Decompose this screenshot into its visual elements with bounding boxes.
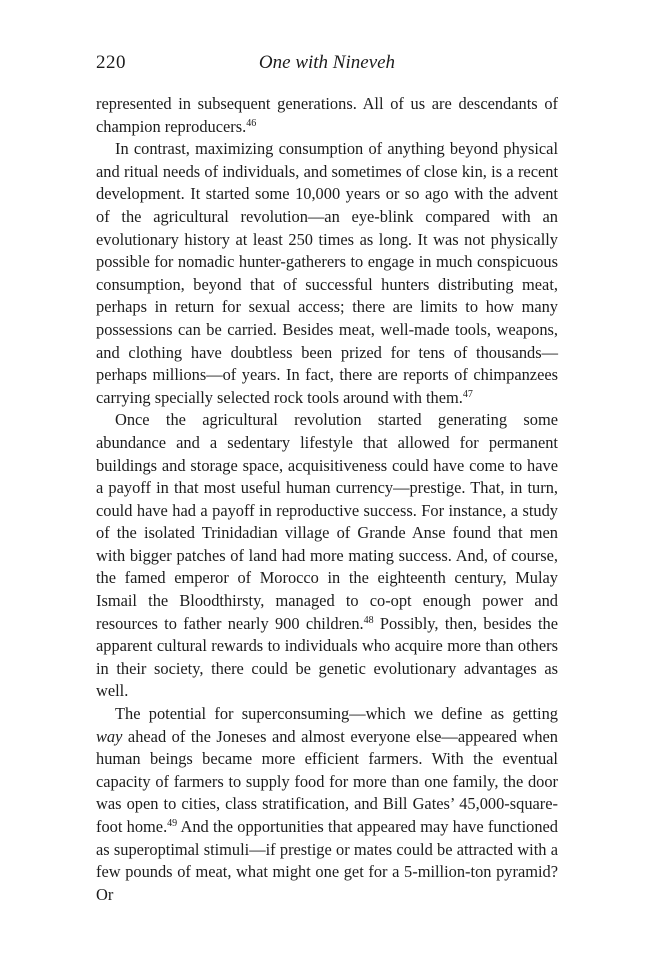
paragraph-text: represented in subsequent generations. All of us are descendants of champion reproducers. bbox=[96, 94, 558, 136]
paragraph-text: The potential for superconsuming—which we define as getting bbox=[115, 704, 558, 724]
running-title: One with Nineveh bbox=[258, 52, 396, 73]
footnote-ref-49: 49 bbox=[167, 818, 178, 829]
page-number: 220 bbox=[96, 52, 126, 73]
paragraph-3 bbox=[96, 409, 558, 703]
paragraph-2 bbox=[96, 138, 558, 409]
paragraph-text-cont: Possibly, then, besides the apparent cultural rewards to individuals who acquire more than others in their society, there could be genetic evolutionary advantages as well. bbox=[96, 613, 558, 701]
paragraph-text-end: And the opportunities that appeared may have functioned as superoptimal stimuli—if prestige or mates could be attracted with a few pounds of meat, what might one get for a 5-million-ton pyramid? Or bbox=[96, 817, 558, 904]
footnote-ref-46: 46 bbox=[246, 117, 257, 129]
paragraph-1 bbox=[96, 93, 558, 138]
paragraph-text: Once the agricultural revolution started generating some abundance and a sedentary lifestyle that allowed for permanent buildings and storage space, acquisitiveness could have come to have a payoff in that most useful human currency—prestige. That, in turn, could have had a payoff in reproductive success. For instance, a study of the isolated Trinidadian village of Grande Anse found that men with bigger patches of land had more mating success. And, of course, the famed emperor of Morocco in the eighteenth century, Mulay Ismail the Bloodthirsty, managed to co-opt enough power and resources to father nearly 900 children. bbox=[96, 410, 558, 633]
paragraph-text-cont: ahead of the Joneses and almost everyone else—appeared when human beings became more efficient farmers. With the eventual capacity of farmers to supply food for more than one family, the door was open to cities, class stratification, and Bill Gates’ 45,000-square-foot home. bbox=[96, 726, 558, 836]
footnote-ref-48: 48 bbox=[363, 614, 374, 626]
paragraph-4 bbox=[96, 703, 558, 906]
body-text bbox=[96, 93, 558, 906]
emphasis-word: way bbox=[96, 726, 123, 746]
paragraph-text: In contrast, maximizing consumption of anything beyond physical and ritual needs of individuals, and sometimes of close kin, is a recent development. It started some 10,000 years or so ago with the advent of the agricultural revolution—an eye-blink compared with an evolutionary history at least 250 times as long. It was not physically possible for nomadic hunter-gatherers to engage in much conspicuous consumption, beyond that of successful hunters distributing meat, perhaps in return for sexual access; there are limits to how many possessions can be carried. Besides meat, well-made tools, weapons, and clothing have doubtless been prized for tens of thousands—perhaps millions—of years. In fact, there are reports of chimpanzees carrying specially selected rock tools around with them. bbox=[96, 139, 558, 407]
page-header bbox=[96, 52, 558, 76]
footnote-ref-47: 47 bbox=[462, 388, 473, 400]
